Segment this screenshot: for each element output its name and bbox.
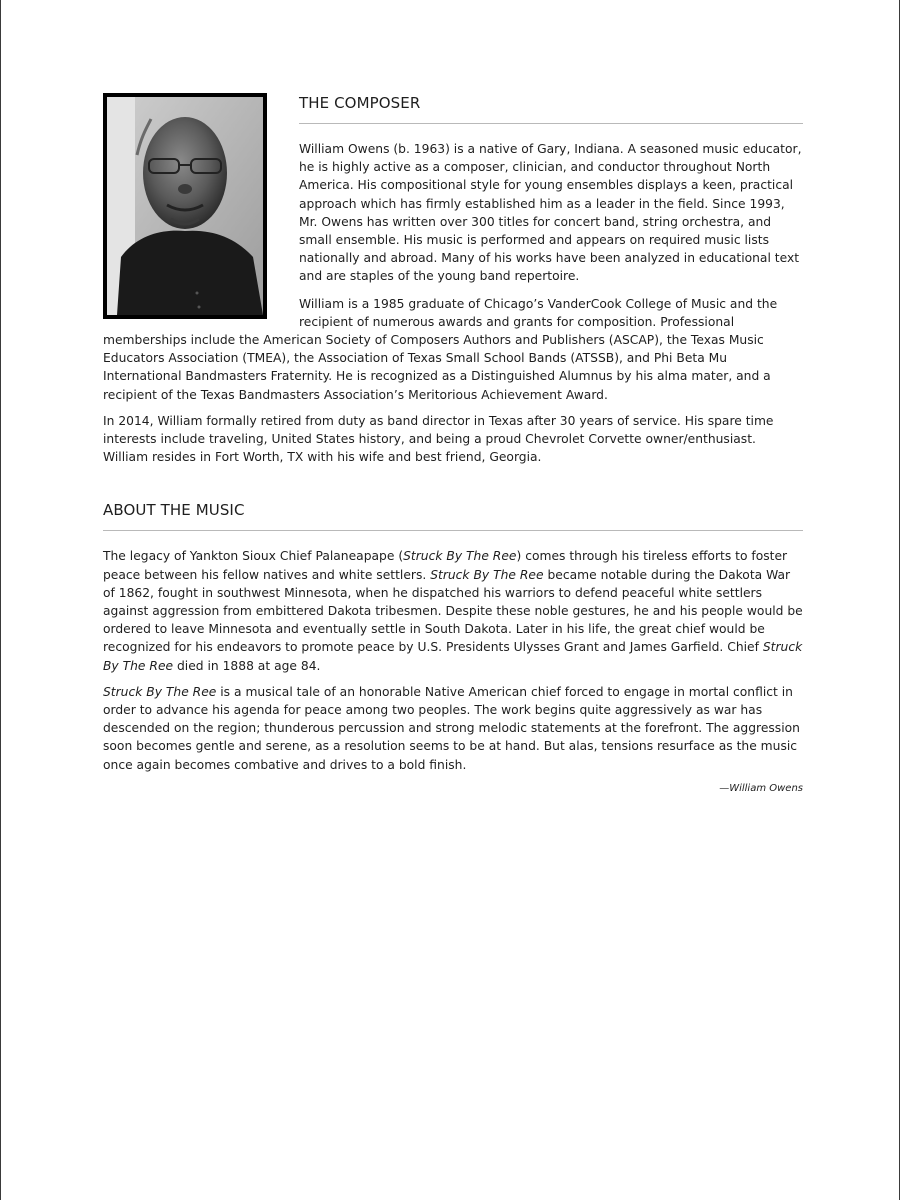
page-edge-left — [0, 0, 1, 1200]
music-p1-text-d: died in 1888 at age 84. — [173, 658, 321, 673]
music-p1-text-c: became notable during the Dakota War of 1862, fought in southwest Minnesota, when he dispatched his warriors to defend peaceful white settlers against aggression from embittered Dakota tribesmen. Despite these noble gestures, he and his people would be ordered to leave Minnesota and eventually settle in South Dakota. Later in his life, the great chief would be recognized for his endeavors to promote peace by U.S. Presidents Ulysses Grant and James Garfield. Chief — [103, 567, 803, 655]
work-title: Struck By The Ree — [403, 549, 517, 564]
composer-bio-paragraph-2: William is a 1985 graduate of Chicago’s VanderCook College of Music and the recipient of numerous awards and grants for composition. Professional memberships include the American Society of Composers Authors and Publishers (ASCAP), the Texas Music Educators Association (TMEA), the Association of Texas Small School Bands (ATSSB), and Phi Beta Mu International Bandmasters Fraternity. He is recognized as a Distinguished Alumnus by his alma mater, and a recipient of the Texas Bandmasters Association’s Meritorious Achievement Award. — [103, 296, 778, 402]
work-title: Struck By The Ree — [430, 567, 544, 582]
composer-bio-paragraph-1: William Owens (b. 1963) is a native of Gary, Indiana. A seasoned music educator, he is highly active as a composer, clinician, and conductor throughout North America. His compositional style for young ensembles displays a keen, practical approach which has firmly established him as a leader in the field. Since 1993, Mr. Owens has written over 300 titles for concert band, string orchestra, and small ensemble. His music is performed and appears on required music lists nationally and abroad. Many of his works have been analyzed in educational text and are staples of the young band repertoire. — [299, 142, 802, 284]
music-p1-text-a: The legacy of Yankton Sioux Chief Palaneapape ( — [103, 549, 404, 564]
composer-photo — [103, 93, 267, 319]
music-p1-text-b: ) comes through his tireless efforts to foster peace between his fellow natives and white settlers. — [103, 549, 788, 582]
music-paragraph-1 — [103, 547, 803, 674]
composer-section — [103, 93, 803, 474]
music-paragraph-2 — [103, 683, 803, 774]
music-heading: ABOUT THE MUSIC — [103, 500, 803, 531]
work-title: Struck By The Ree — [103, 640, 803, 673]
music-section — [103, 500, 803, 795]
portrait-image — [107, 97, 263, 315]
composer-heading: THE COMPOSER — [299, 93, 803, 124]
author-signature: —William Owens — [719, 782, 803, 794]
work-title: Struck By The Ree — [103, 684, 217, 699]
page-content — [103, 93, 803, 796]
composer-bio-paragraph-3: In 2014, William formally retired from duty as band director in Texas after 30 years of service. His spare time interests include traveling, United States history, and being a proud Chevrolet Corvette owner/enthusiast. William resides in Fort Worth, TX with his wife and best friend, Georgia. — [103, 413, 774, 465]
music-p2-text: is a musical tale of an honorable Native American chief forced to engage in mortal conflict in order to advance his agenda for peace among two peoples. The work begins quite aggressively as war has descended on the region; thunderous percussion and strong melodic statements at the forefront. The aggression soon becomes gentle and serene, as a resolution seems to be at hand. But alas, tensions resurface as the music once again becomes combative and drives to a bold finish. — [103, 684, 800, 772]
